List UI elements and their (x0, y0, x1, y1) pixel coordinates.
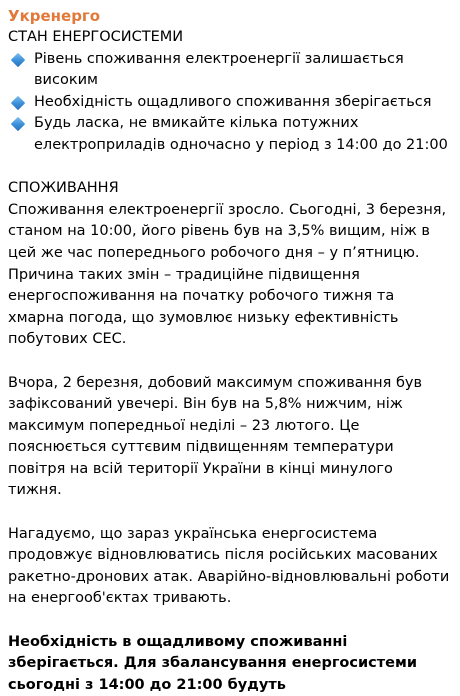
blue-diamond-icon (11, 52, 25, 66)
blue-diamond-icon (11, 96, 25, 110)
paragraph: Споживання електроенергії зросло. Сьогодні, 3 березня, станом на 10:00, його рівень був на 3,5% вищим, ніж в цей же час попереднього робочого дня – у п’ятницю. Причина таких змін – традиційне підвищення енергоспоживання на початку робочого тижня та хмарна погода, що зумовлює низьку ефективність побутових СЕС. (8, 201, 447, 348)
blank-line (8, 157, 450, 179)
heading-consumption: СПОЖИВАННЯ (8, 180, 119, 197)
bullet-text: Рівень споживання електроенергії залишається високим (34, 50, 404, 89)
bullet-text: Необхідність ощадливого споживання зберігається (34, 93, 432, 110)
bullet-item (8, 92, 450, 114)
closing-bold-text: Необхідність в ощадливому споживанні зберігається. Для збалансування енергосистеми сьогодні з 14:00 до 21:00 будуть (8, 633, 417, 693)
blue-diamond-icon (11, 117, 25, 131)
paragraph: Вчора, 2 березня, добовий максимум споживання був зафіксований увечері. Він був на 5,8% нижчим, ніж максимум попередньої неділі – 23 лютого. Це пояснюється суттєвим підвищенням температури повітря на всій території України в кінці минулого тижня. (8, 374, 423, 499)
sender-name[interactable]: Укренерго (8, 7, 101, 25)
blank-line (8, 351, 450, 373)
blank-line (8, 610, 450, 632)
blank-line (8, 502, 450, 524)
heading-grid-status: СТАН ЕНЕРГОСИСТЕМИ (8, 29, 184, 45)
paragraph: Нагадуємо, що зараз українська енергосистема продовжує відновлюватись після російських масованих ракетно-дронових атак. Аварійно-відновлювальні роботи на енергооб'єктах тривають. (8, 525, 450, 607)
bullet-text: Будь ласка, не вмикайте кілька потужних електроприладів одночасно у період з 14:00 до 21:00 (34, 115, 448, 153)
bullet-item (8, 49, 450, 92)
bullet-item (8, 113, 450, 156)
